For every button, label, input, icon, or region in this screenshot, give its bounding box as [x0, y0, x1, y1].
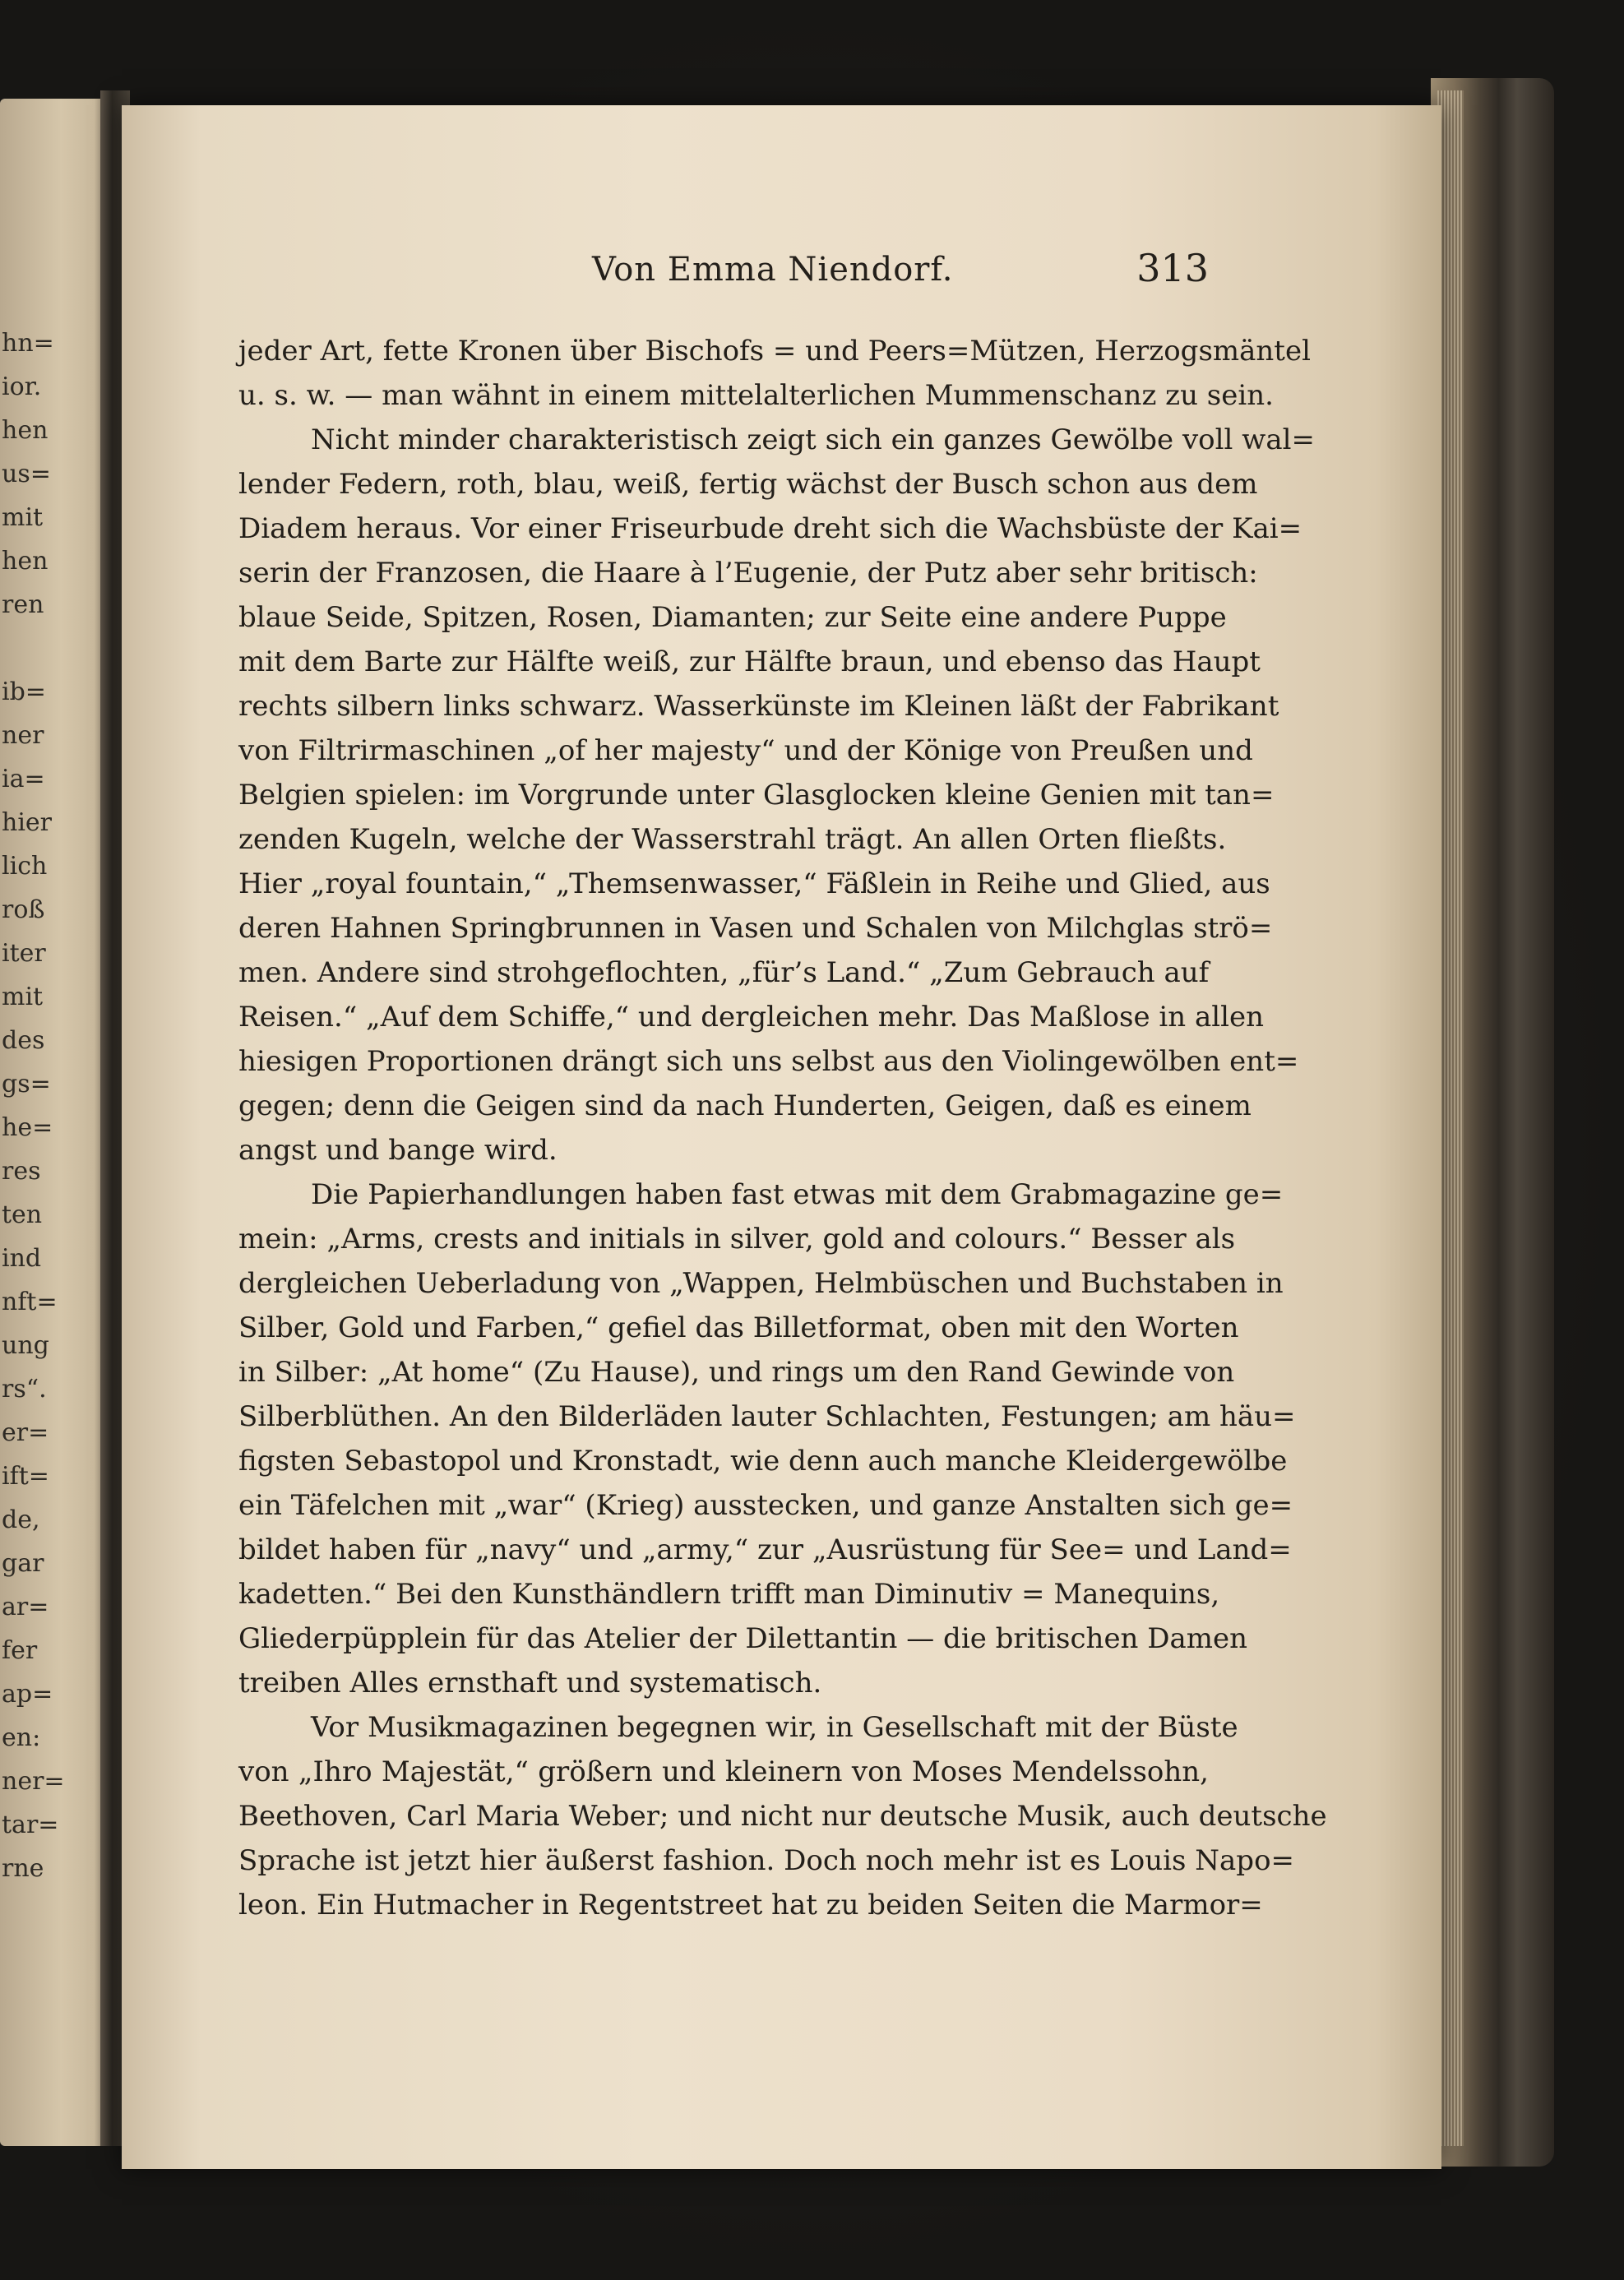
text-line: Sprache ist jetzt hier äußerst fashion. Doch noch mehr ist es Louis Napo=	[238, 1844, 1295, 1877]
page-header	[238, 246, 1209, 300]
text-line: in Silber: „At home“ (Zu Hause), und rings um den Rand Gewinde von	[238, 1356, 1235, 1389]
left-page-line-fragment: res	[2, 1157, 41, 1186]
left-page-line-fragment: ift=	[2, 1462, 49, 1491]
left-page-line-fragment: ung	[2, 1331, 49, 1360]
left-page-line-fragment: mit	[2, 983, 44, 1011]
left-page-line-fragment: ap=	[2, 1680, 53, 1709]
text-line: u. s. w. — man wähnt in einem mittelalterlichen Mummenschanz zu sein.	[238, 379, 1274, 412]
text-line: gegen; denn die Geigen sind da nach Hunderten, Geigen, daß es einem	[238, 1089, 1252, 1122]
left-page-line-fragment: er=	[2, 1418, 49, 1447]
left-page-line-fragment: ner	[2, 721, 44, 750]
text-line: dergleichen Ueberladung von „Wappen, Helmbüschen und Buchstaben in	[238, 1267, 1284, 1300]
text-line: treiben Alles ernsthaft und systematisch.	[238, 1667, 822, 1700]
left-page-line-fragment: us=	[2, 460, 51, 488]
left-page-line-fragment: en:	[2, 1723, 41, 1752]
left-page-line-fragment: fer	[2, 1636, 38, 1665]
left-page-line-fragment: rs“.	[2, 1375, 47, 1404]
text-line: Silber, Gold und Farben,“ gefiel das Billetformat, oben mit den Worten	[238, 1311, 1239, 1344]
text-line: von Filtrirmaschinen „of her majesty“ und der Könige von Preußen und	[238, 734, 1253, 767]
text-line: ein Täfelchen mit „war“ (Krieg) ausstecken, und ganze Anstalten sich ge=	[238, 1489, 1293, 1522]
left-page-line-fragment: lich	[2, 852, 48, 881]
text-line: mit dem Barte zur Hälfte weiß, zur Hälfte braun, und ebenso das Haupt	[238, 645, 1261, 678]
text-line: deren Hahnen Springbrunnen in Vasen und Schalen von Milchglas strö=	[238, 912, 1273, 945]
left-page-line-fragment: ten	[2, 1200, 43, 1229]
body-text	[238, 329, 1327, 1927]
left-page-line-fragment: gs=	[2, 1070, 51, 1098]
text-line: men. Andere sind strohgeflochten, „für’s Land.“ „Zum Gebrauch auf	[238, 956, 1210, 989]
text-line: rechts silbern links schwarz. Wasserkünste im Kleinen läßt der Fabrikant	[238, 690, 1279, 723]
left-page-line-fragment: ior.	[2, 372, 42, 401]
text-line: zenden Kugeln, welche der Wasserstrahl trägt. An allen Orten fließts.	[238, 823, 1227, 856]
left-page-line-fragment: ar=	[2, 1593, 49, 1621]
text-line: Beethoven, Carl Maria Weber; und nicht nur deutsche Musik, auch deutsche	[238, 1800, 1327, 1833]
left-page-line-fragment: des	[2, 1026, 45, 1055]
page-number: 313	[1136, 246, 1209, 290]
text-line: Hier „royal fountain,“ „Themsenwasser,“ Fäßlein in Reihe und Glied, aus	[238, 867, 1270, 900]
text-line: Belgien spielen: im Vorgrunde unter Glasglocken kleine Genien mit tan=	[238, 779, 1275, 812]
text-line: Gliederpüpplein für das Atelier der Dilettantin — die britischen Damen	[238, 1622, 1248, 1655]
text-line: lender Federn, roth, blau, weiß, fertig wächst der Busch schon aus dem	[238, 468, 1258, 501]
left-page-line-fragment: hn=	[2, 329, 54, 358]
left-page-line-fragment: de,	[2, 1505, 40, 1534]
text-line: Reisen.“ „Auf dem Schiffe,“ und dergleichen mehr. Das Maßlose in allen	[238, 1001, 1265, 1034]
left-page-line-fragment: hier	[2, 808, 53, 837]
text-line: serin der Franzosen, die Haare à l’Eugenie, der Putz aber sehr britisch:	[238, 557, 1258, 590]
text-line: leon. Ein Hutmacher in Regentstreet hat zu beiden Seiten die Marmor=	[238, 1889, 1263, 1922]
text-line: Silberblüthen. An den Bilderläden lauter Schlachten, Festungen; am häu=	[238, 1400, 1296, 1433]
left-page-line-fragment: iter	[2, 939, 46, 968]
text-line: angst und bange wird.	[238, 1134, 558, 1167]
left-page-line-fragment: ner=	[2, 1767, 65, 1796]
left-page-line-fragment: ind	[2, 1244, 42, 1273]
text-line: figsten Sebastopol und Kronstadt, wie denn auch manche Kleidergewölbe	[238, 1445, 1288, 1478]
text-line: von „Ihro Majestät,“ größern und kleinern von Moses Mendelssohn,	[238, 1755, 1209, 1788]
left-page-line-fragment: hen	[2, 547, 49, 576]
text-line: bildet haben für „navy“ und „army,“ zur „Ausrüstung für See= und Land=	[238, 1533, 1292, 1566]
left-page-line-fragment: tar=	[2, 1811, 59, 1839]
left-page-line-fragment: ia=	[2, 765, 45, 793]
book-page	[122, 105, 1441, 2169]
text-line: mein: „Arms, crests and initials in silver, gold and colours.“ Besser als	[238, 1223, 1236, 1256]
text-line: jeder Art, fette Kronen über Bischofs = und Peers=Mützen, Herzogsmäntel	[238, 335, 1311, 368]
text-line: Die Papierhandlungen haben fast etwas mit dem Grabmagazine ge=	[311, 1178, 1284, 1211]
text-line: Vor Musikmagazinen begegnen wir, in Gesellschaft mit der Büste	[311, 1711, 1238, 1744]
running-head: Von Emma Niendorf.	[592, 251, 954, 289]
left-page-line-fragment: roß	[2, 895, 45, 924]
text-line: blaue Seide, Spitzen, Rosen, Diamanten; zur Seite eine andere Puppe	[238, 601, 1227, 634]
left-page-line-fragment: ren	[2, 590, 44, 619]
left-page-line-fragment: rne	[2, 1854, 44, 1883]
left-page-line-fragment: hen	[2, 416, 49, 445]
text-line: hiesigen Proportionen drängt sich uns selbst aus den Violingewölben ent=	[238, 1045, 1299, 1078]
left-page-line-fragment: gar	[2, 1549, 44, 1578]
text-line: Nicht minder charakteristisch zeigt sich ein ganzes Gewölbe voll wal=	[311, 423, 1315, 456]
left-page-line-fragment: he=	[2, 1113, 53, 1142]
left-page-line-fragment: ib=	[2, 678, 46, 706]
text-line: Diadem heraus. Vor einer Friseurbude dreht sich die Wachsbüste der Kai=	[238, 512, 1302, 545]
left-page-line-fragment: nft=	[2, 1288, 58, 1316]
left-page-line-fragment: mit	[2, 503, 44, 532]
left-page-fragment	[0, 99, 111, 2146]
text-line: kadetten.“ Bei den Kunsthändlern trifft man Diminutiv = Manequins,	[238, 1578, 1220, 1611]
